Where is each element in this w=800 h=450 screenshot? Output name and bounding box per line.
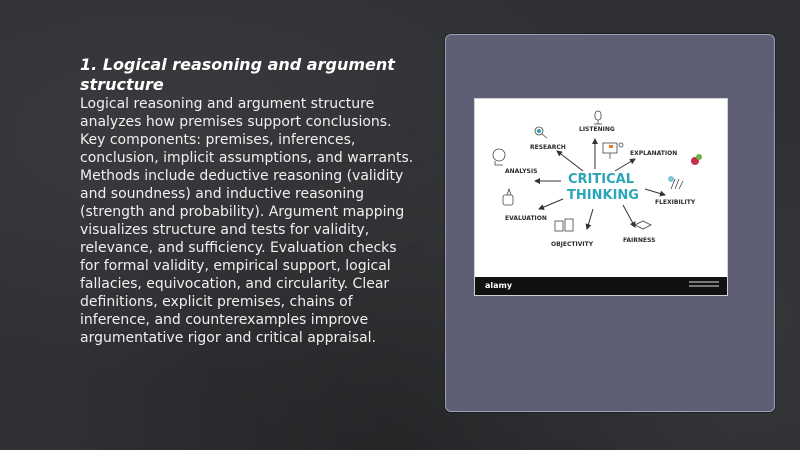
diagram-title-line2: THINKING	[567, 188, 639, 203]
stock-meta-lines	[689, 281, 719, 289]
text-block	[80, 55, 418, 347]
critical-thinking-image	[474, 98, 728, 296]
documents-icon	[555, 219, 573, 231]
thumbs-up-icon	[503, 189, 513, 205]
label-flexibility: FLEXIBILITY	[655, 199, 696, 206]
label-objectivity: OBJECTIVITY	[551, 241, 594, 248]
label-research: RESEARCH	[530, 144, 566, 151]
magnifier-icon	[535, 127, 547, 138]
handshake-icon	[635, 221, 651, 229]
slide-heading: 1. Logical reasoning and argument structure	[80, 55, 395, 94]
label-fairness: FAIRNESS	[623, 237, 656, 244]
critical-thinking-diagram	[475, 99, 727, 277]
label-evaluation: EVALUATION	[505, 215, 547, 222]
label-explanation: EXPLANATION	[630, 150, 678, 157]
microphone-icon	[594, 111, 602, 124]
head-icon	[493, 149, 505, 165]
slide-body-text: Logical reasoning and argument structure analyzes how premises support conclusions. Key components: premises, inferences, conclusion, implicit assumptions, and warrants. Methods include deductive reasoning (validity and soundness) and inductive reasoning (strength and probability). Argument mapping visualizes structure and tests for validity, relevance, and sufficiency. Evaluation checks for formal validity, empirical support, logical fallacies, equivocation, and circularity. Clear definitions, explicit premises, chains of inference, and counterexamples improve argumentative rigor and critical appraisal.	[80, 96, 414, 346]
stock-logo: alamy	[485, 281, 513, 290]
label-analysis: ANALYSIS	[505, 168, 538, 175]
label-listening: LISTENING	[579, 126, 615, 133]
diagram-title-line1: CRITICAL	[568, 172, 634, 187]
stock-watermark-bar	[475, 277, 727, 295]
